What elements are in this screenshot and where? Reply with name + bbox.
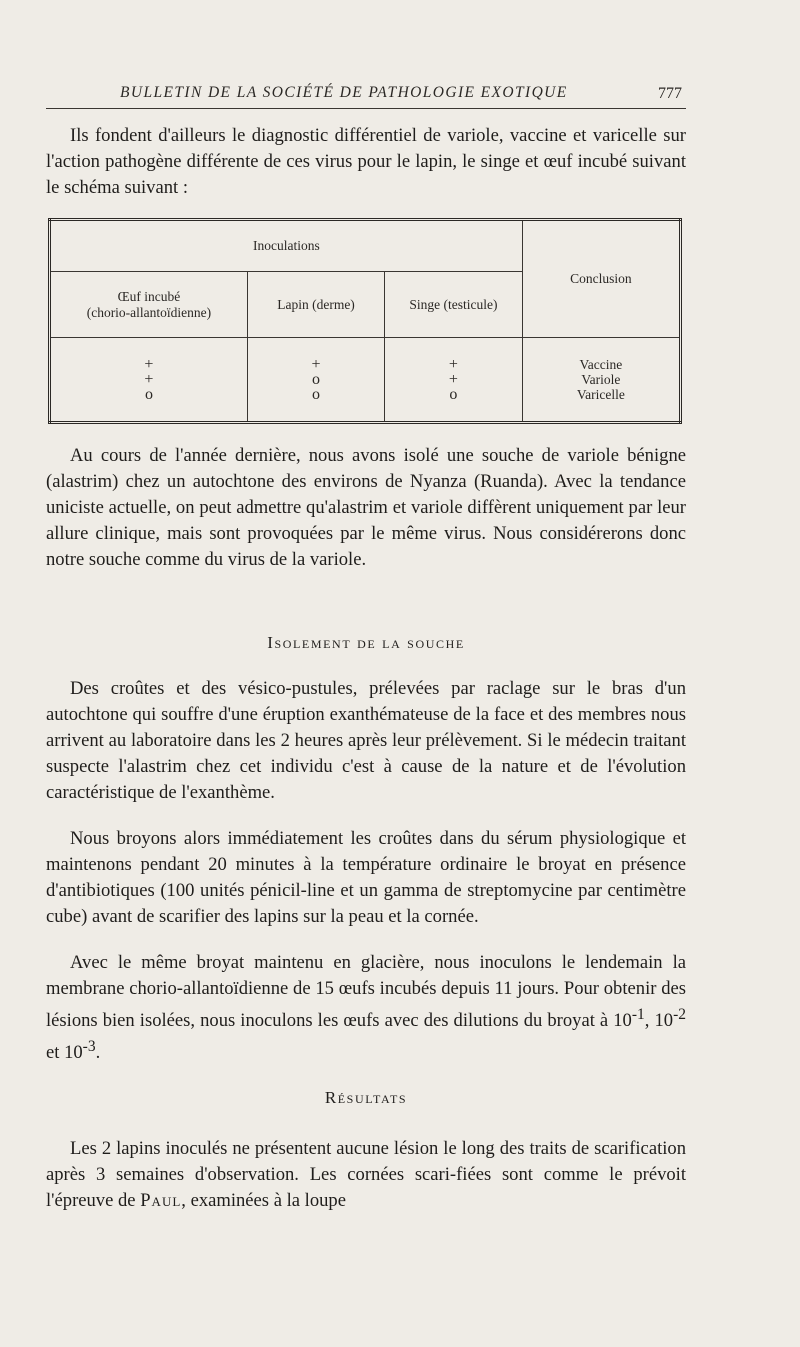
table-col-lapin: [247, 338, 384, 423]
intro-paragraph: Ils fondent d'ailleurs le diagnostic différentiel de variole, vaccine et varicelle sur l'action pathogène différente de ces virus pour le lapin, le singe et œuf incubé suivant le schéma suivant :: [46, 125, 686, 198]
paragraph-alastrim: Au cours de l'année dernière, nous avons isolé une souche de variole bénigne (alastrim) chez un autochtone des environs de Nyanza (Ruanda). Avec la tendance uniciste actuelle, on peut admettre qu'alastrim et variole diffèrent uniquement par leur allure clinique, mais sont provoquées par le même virus. Nous considérerons donc notre souche comme du virus de la variole.: [46, 445, 686, 570]
paragraph-resultats-end: , examinées à la loupe: [181, 1190, 346, 1211]
sentence-end: .: [95, 1042, 101, 1064]
table-header-singe: Singe (testicule): [385, 272, 523, 338]
table-cell: Varicelle: [576, 387, 625, 402]
table-col-conclusion: [522, 338, 680, 423]
table-cell: +: [448, 356, 458, 373]
table-header-conclusion: Conclusion: [522, 220, 680, 338]
table-cell: o: [144, 386, 153, 403]
running-title: BULLETIN DE LA SOCIÉTÉ DE PATHOLOGIE EXOTIQUE: [120, 84, 568, 101]
table-cell: Variole: [581, 372, 621, 387]
table-cell: +: [144, 371, 154, 388]
paragraph-resultats: [46, 1136, 686, 1214]
table-header-oeuf: [50, 272, 248, 338]
running-header: [46, 80, 686, 109]
paragraph-oeufs: [46, 950, 686, 1066]
exponent: -2: [673, 1006, 686, 1023]
separator: , 10: [644, 1010, 674, 1032]
table-cell: o: [312, 371, 321, 388]
page-number: 777: [658, 85, 682, 102]
table-cell: +: [311, 356, 321, 373]
paragraph-oeufs-text: Avec le même broyat maintenu en glacière, nous inoculons le lendemain la membrane chorio-allantoïdienne de 15 œufs incubés depuis 11 jours. Pour obtenir des lésions bien isolées, nous inoculons les œufs avec des dilutions du broyat à 10: [46, 952, 686, 1032]
diagnosis-table: [48, 218, 682, 424]
table-header-oeuf-line1: Œuf incubé: [117, 288, 181, 304]
table-cell: +: [144, 356, 154, 373]
table-group-header: Inoculations: [50, 220, 523, 272]
author-name: Paul: [140, 1190, 182, 1211]
table-cell: o: [449, 386, 458, 403]
table-header-lapin: Lapin (derme): [247, 272, 384, 338]
table-cell: +: [448, 371, 458, 388]
paragraph-broyat: Nous broyons alors immédiatement les croûtes dans du sérum physiologique et maintenons pendant 20 minutes à la température ordinaire le broyat en présence d'antibiotiques (100 unités pénicil-line et un gamma de streptomycine par centimètre cube) avant de scarifier des lapins sur la peau et la cornée.: [46, 828, 686, 927]
section-heading-isolement: Isolement de la souche: [267, 633, 465, 652]
exponent: -3: [82, 1038, 96, 1056]
table-cell: o: [312, 386, 321, 403]
separator: et 10: [46, 1042, 83, 1064]
table-col-singe: [385, 338, 523, 423]
exponent: -1: [631, 1006, 645, 1023]
paragraph-prelevement: Des croûtes et des vésico-pustules, prélevées par raclage sur le bras d'un autochtone qui souffre d'une éruption exanthémateuse de la face et des membres nous arrivent au laboratoire dans les 2 heures après leur prélèvement. Si le médecin traitant suspecte l'alastrim chez cet individu c'est à cause de la nature et de l'évolution caractéristique de l'exanthème.: [46, 678, 686, 803]
section-heading-resultats: Résultats: [324, 1088, 408, 1107]
table-col-oeuf: [50, 338, 248, 423]
table-cell: Vaccine: [579, 357, 623, 372]
paragraph-resultats-text: Les 2 lapins inoculés ne présentent aucune lésion le long des traits de scarification après 3 semaines d'observation. Les cornées scari-fiées sont comme le prévoit l'épreuve de: [46, 1138, 686, 1211]
table-header-oeuf-line2: (chorio-allantoïdienne): [86, 304, 212, 320]
